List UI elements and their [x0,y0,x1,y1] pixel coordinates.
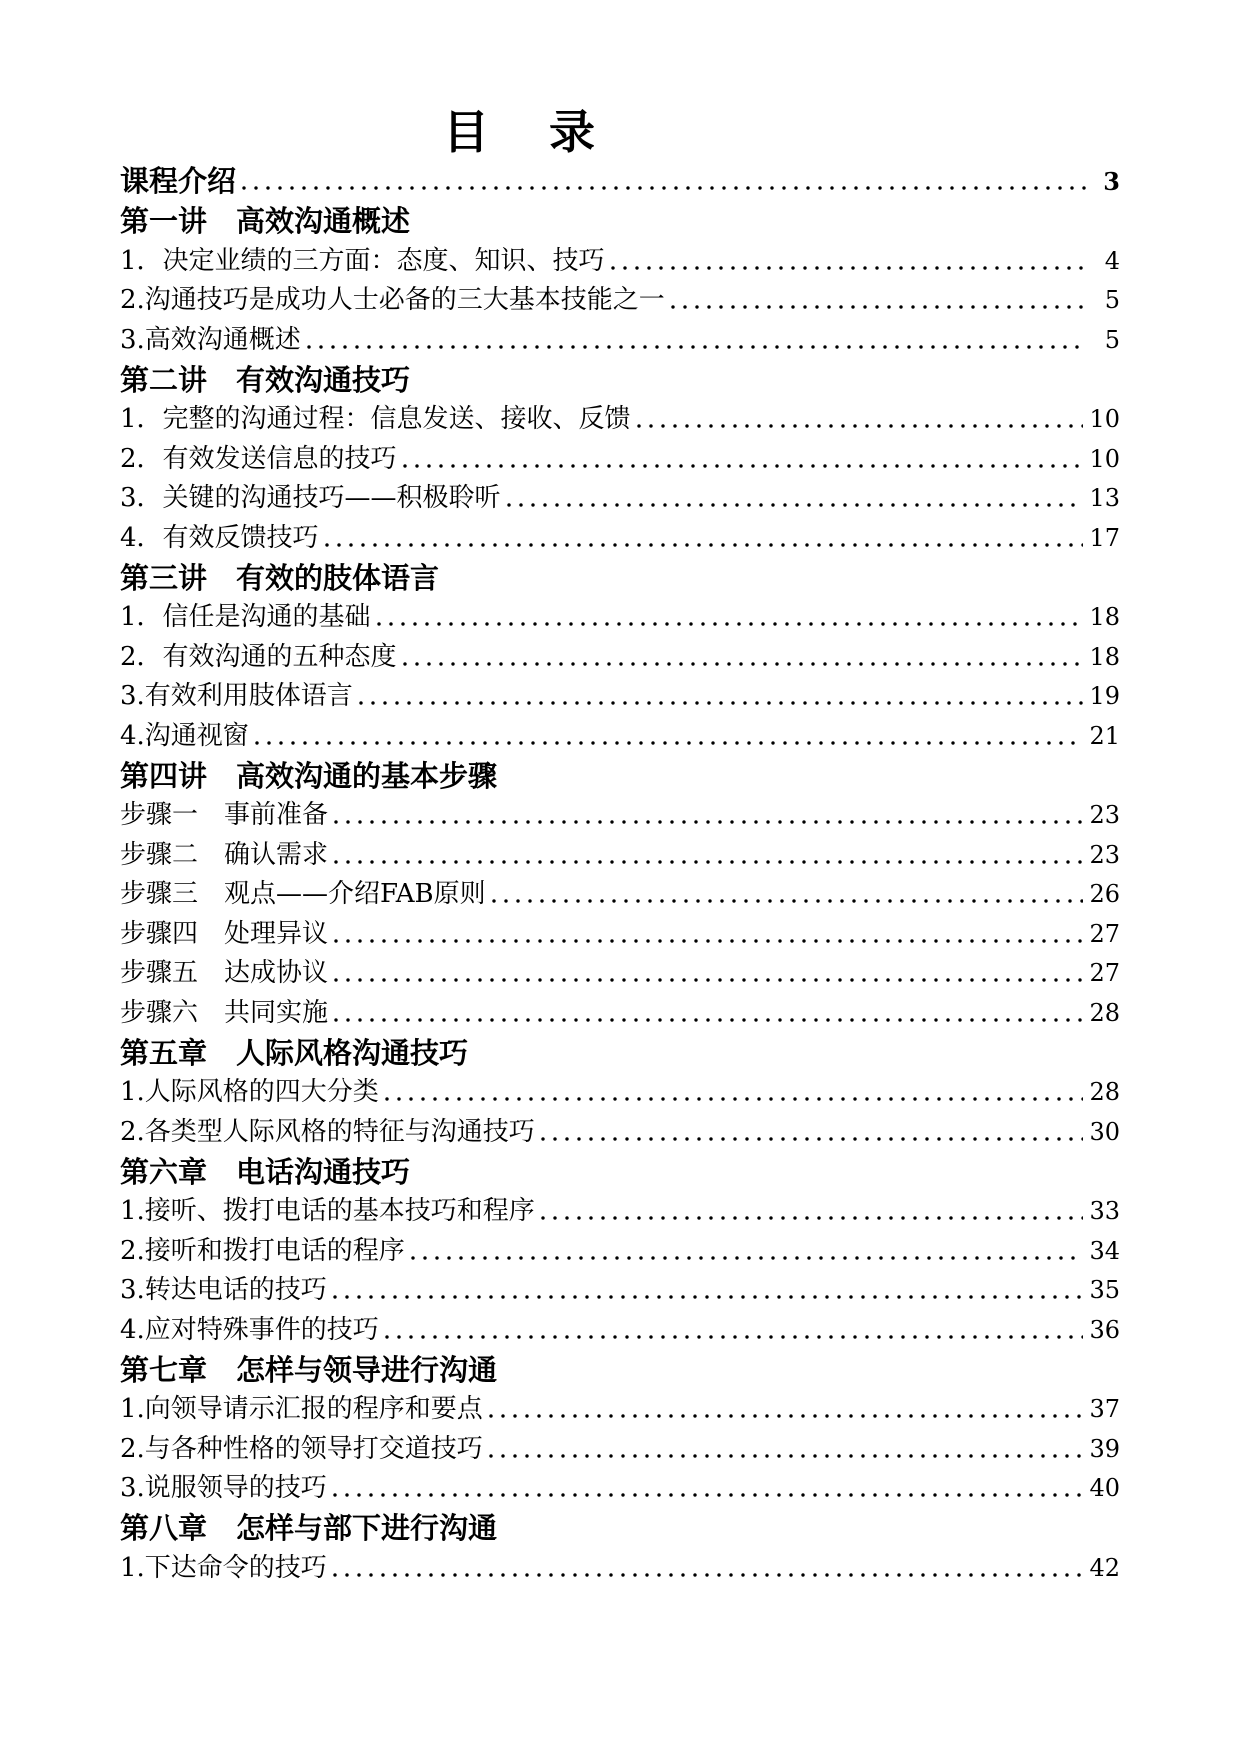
toc-entry-label: 1.向领导请示汇报的程序和要点 [120,1394,483,1424]
toc-page-number: 4 [1104,246,1120,275]
toc-page-number: 10 [1089,444,1120,473]
dot-leader [355,701,1084,705]
toc-entry[interactable] [120,676,1120,716]
toc-chapter-heading[interactable] [120,1032,1120,1072]
dot-leader [407,1256,1084,1260]
toc-entry[interactable] [120,478,1120,518]
toc-entry[interactable] [120,438,1120,478]
dot-leader [381,1335,1084,1339]
toc-entry-label: 1.接听、拨打电话的基本技巧和程序 [120,1196,535,1226]
toc-entry-label: 第二讲 有效沟通技巧 [120,362,411,397]
toc-page-number: 35 [1089,1276,1120,1304]
toc-entry-label: 步骤六 共同实施 [120,997,329,1028]
toc-entry-label: 步骤二 确认需求 [120,839,329,870]
toc-entry-label: 3.说服领导的技巧 [120,1473,327,1503]
toc-entry-label: 3.高效沟通概述 [120,324,301,355]
toc-entry[interactable] [120,953,1120,993]
toc-page-number: 10 [1089,405,1120,433]
dot-leader [330,1018,1083,1022]
dot-leader [303,345,1086,349]
toc-page-number: 37 [1089,1395,1120,1423]
toc-entry-label: 2.接听和拨打电话的程序 [120,1235,405,1266]
toc-entry-label: 4.应对特殊事件的技巧 [120,1314,379,1345]
toc-entry-label: 3.转达电话的技巧 [120,1275,327,1305]
toc-entry[interactable] [120,636,1120,676]
dot-leader [607,266,1086,270]
toc-title: 目 录 [442,105,617,159]
toc-entry-label: 第一讲 高效沟通概述 [120,204,411,238]
toc-page-number: 5 [1104,286,1120,314]
toc-entry[interactable] [120,874,1120,914]
dot-leader [330,860,1083,864]
toc-page-number: 30 [1089,1117,1120,1146]
toc-entry[interactable] [120,1230,1120,1270]
toc-entry[interactable] [120,160,1120,200]
toc-entry-label: 2．有效发送信息的技巧 [120,443,397,474]
toc-entry-label: 课程介绍 [120,164,237,198]
toc-page-number: 13 [1089,484,1120,512]
toc-entry-label: 2.与各种性格的领导打交道技巧 [120,1433,483,1464]
toc-entry[interactable] [120,1547,1120,1587]
toc-entry-label: 4.沟通视窗 [120,720,249,751]
dot-leader [537,1216,1084,1220]
toc-entry[interactable] [120,1072,1120,1112]
toc-entry[interactable] [120,1111,1120,1151]
toc-entry-label: 1．完整的沟通过程：信息发送、接收、反馈 [120,404,631,434]
toc-page-number: 26 [1089,880,1120,908]
toc-page-number: 23 [1089,840,1120,869]
toc-entry-label: 3.有效利用肢体语言 [120,681,353,711]
toc-page-number: 42 [1089,1553,1120,1582]
toc-page-number: 23 [1089,801,1120,829]
toc-chapter-heading[interactable] [120,557,1120,597]
dot-leader [330,978,1083,982]
toc-entry-label: 1．信任是沟通的基础 [120,602,371,632]
toc-page-number: 33 [1089,1197,1120,1225]
toc-chapter-heading[interactable] [120,1507,1120,1547]
dot-leader [330,939,1083,943]
dot-leader [329,1295,1084,1299]
toc-entry[interactable] [120,1191,1120,1231]
toc-page-number: 36 [1089,1315,1120,1344]
toc-entry[interactable] [120,913,1120,953]
dot-leader [330,820,1083,824]
toc-chapter-heading[interactable] [120,200,1120,240]
dot-leader [399,662,1084,666]
toc-entry-label: 1．决定业绩的三方面：态度、知识、技巧 [120,245,605,276]
dot-leader [485,1414,1084,1418]
dot-leader [251,741,1084,745]
dot-leader [667,305,1086,309]
dot-leader [633,424,1084,428]
dot-leader [329,1573,1084,1577]
toc-entry[interactable] [120,795,1120,835]
toc-entry-label: 步骤五 达成协议 [120,958,329,988]
dot-leader [373,622,1084,626]
toc-entry-label: 第八章 怎样与部下进行沟通 [120,1511,498,1545]
toc-entry[interactable] [120,597,1120,637]
toc-entry-label: 步骤四 处理异议 [120,918,329,949]
toc-page-number: 18 [1089,642,1120,671]
toc-chapter-heading[interactable] [120,1151,1120,1191]
toc-page-number: 27 [1089,959,1120,987]
dot-leader [329,1493,1084,1497]
dot-leader [238,186,1086,190]
toc-page-number: 17 [1089,523,1120,552]
dot-leader [537,1137,1084,1141]
toc-entry[interactable] [120,399,1120,439]
toc-entry-label: 2.各类型人际风格的特征与沟通技巧 [120,1116,535,1147]
toc-entry[interactable] [120,280,1120,320]
toc-page-number: 28 [1089,1078,1120,1106]
toc-entry[interactable] [120,1270,1120,1310]
toc-entry-label: 3．关键的沟通技巧——积极聆听 [120,483,501,513]
dot-leader [399,464,1084,468]
toc-page-number: 21 [1089,721,1120,750]
toc-entry-label: 第三讲 有效的肢体语言 [120,560,440,595]
toc-chapter-heading[interactable] [120,1349,1120,1389]
toc-entry-label: 第四讲 高效沟通的基本步骤 [120,758,498,793]
toc-page-number: 18 [1089,603,1120,631]
toc-page-number: 39 [1089,1434,1120,1463]
toc-entry[interactable] [120,240,1120,280]
toc-entry-label: 步骤一 事前准备 [120,800,329,830]
dot-leader [488,899,1084,903]
dot-leader [321,543,1084,547]
table-of-contents [120,160,1120,1587]
toc-page-number: 5 [1104,325,1120,354]
toc-entry[interactable] [120,1389,1120,1429]
dot-leader [381,1097,1084,1101]
toc-page-number: 27 [1089,919,1120,948]
toc-entry-label: 步骤三 观点——介绍FAB原则 [120,879,486,909]
toc-entry-label: 4．有效反馈技巧 [120,522,319,553]
toc-entry[interactable] [120,834,1120,874]
toc-entry[interactable] [120,1309,1120,1349]
toc-page-number: 28 [1089,998,1120,1027]
toc-entry-label: 1.下达命令的技巧 [120,1552,327,1583]
toc-page-number: 19 [1089,682,1120,710]
toc-entry[interactable] [120,992,1120,1032]
toc-entry-label: 2.沟通技巧是成功人士必备的三大基本技能之一 [120,285,665,315]
toc-page-number: 40 [1089,1474,1120,1502]
toc-entry-label: 第五章 人际风格沟通技巧 [120,1035,469,1070]
toc-entry-label: 第七章 怎样与领导进行沟通 [120,1352,498,1387]
toc-entry-label: 1.人际风格的四大分类 [120,1077,379,1107]
toc-entry[interactable] [120,319,1120,359]
toc-entry[interactable] [120,1468,1120,1508]
dot-leader [485,1454,1084,1458]
toc-page-number: 3 [1103,167,1120,196]
toc-entry[interactable] [120,715,1120,755]
toc-entry-label: 2．有效沟通的五种态度 [120,641,397,672]
toc-chapter-heading[interactable] [120,359,1120,399]
toc-chapter-heading[interactable] [120,755,1120,795]
dot-leader [503,503,1084,507]
toc-entry[interactable] [120,1428,1120,1468]
toc-entry[interactable] [120,517,1120,557]
toc-page-number: 34 [1089,1236,1120,1265]
toc-entry-label: 第六章 电话沟通技巧 [120,1154,411,1189]
